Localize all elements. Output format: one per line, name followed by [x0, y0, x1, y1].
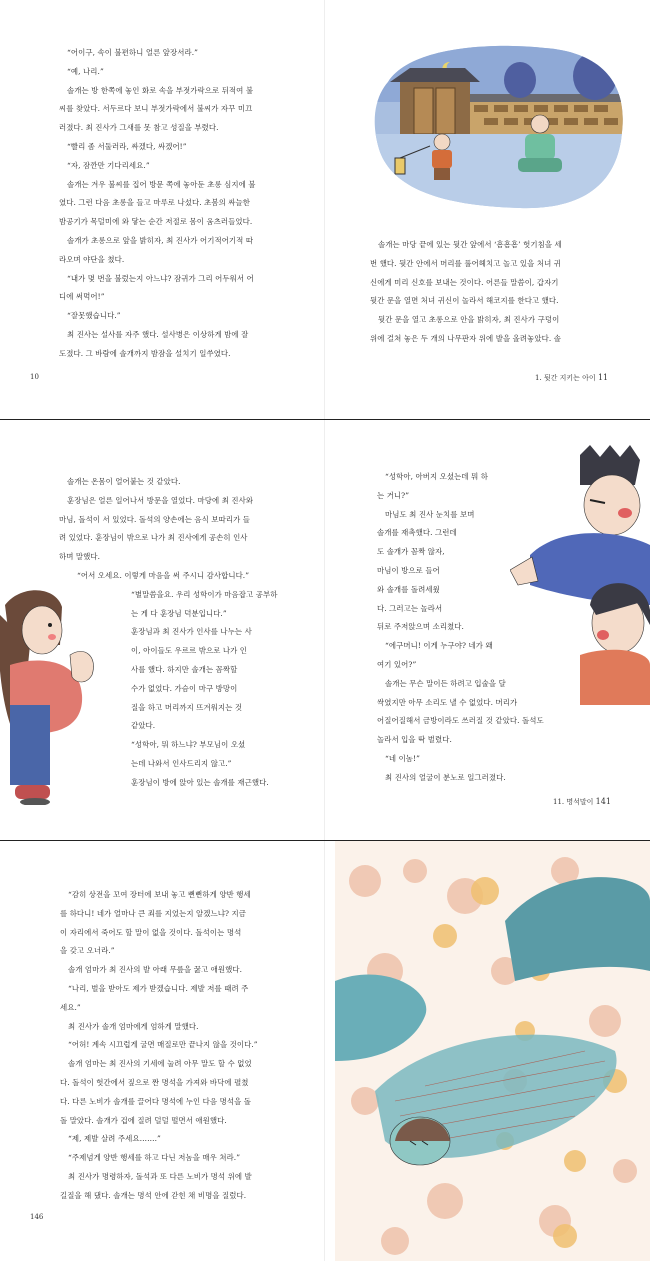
text-line: 다. 돌석이 헛간에서 짚으로 짠 명석을 가져와 바닥에 펼쳤	[60, 1077, 249, 1087]
text-line: 를 하다니! 네가 얼마나 큰 죄를 지었는지 알겠느냐? 지금	[60, 908, 246, 918]
text-line: “제, 제발 살려 주세요…….”	[68, 1134, 161, 1144]
text-line: “성학아, 뭐 하느냐? 부모님이 오셨	[131, 740, 246, 750]
text-line: 돌 말았다. 솔개가 겁에 질려 덜덜 떨면서 애원했다.	[60, 1115, 227, 1125]
text-line: “빨리 좀 서둘러라, 싸겠다, 싸겠어!”	[67, 141, 187, 151]
running-head-title: 11. 명석말이	[553, 798, 594, 806]
text-line: “에구머니! 이게 누구야? 네가 왜	[385, 641, 493, 651]
text-line: 최 진사가 솔개 엄마에게 엄하게 말했다.	[68, 1021, 199, 1031]
text-line: 솔개는 무슨 말이든 하려고 입술을 달	[385, 678, 506, 688]
text-line: 여기 있어?”	[377, 659, 417, 669]
text-line: 질을 하고 머리까지 뜨겨워지는 것	[131, 702, 243, 712]
text-line: 최 진사는 설사를 자주 했다. 설사병은 이상하게 밤에 잘	[67, 329, 249, 339]
text-line: 솔개는 온몸이 얼어붙는 것 같았다.	[67, 477, 181, 486]
page-146-text	[60, 886, 258, 1206]
text-line: “나리, 벌을 받아도 제가 받겠습니다. 제발 저를 때려 주	[68, 983, 249, 993]
text-line: 뒷간 문을 열고 초롱으로 안을 밝히자, 최 진사가 구덩이	[378, 315, 560, 325]
text-line: “어허! 계속 시끄럽게 굴면 매질로만 끝나지 않을 것이다.”	[68, 1040, 258, 1050]
text-line: 훈장님이 방에 앉아 있는 솔개를 재근했다.	[131, 777, 269, 787]
running-head-title: 1. 뒷간 지키는 아이	[535, 374, 596, 382]
text-line: 마님도 최 진사 눈치를 보며	[385, 509, 475, 519]
text-line: 훈장님과 최 진사가 인사를 나누는 사	[131, 627, 252, 637]
text-line: 사를 했다. 하지만 솔개는 꼼짝할	[131, 664, 238, 674]
text-line: “어이구, 속이 불편하니 얼른 앞장서라.”	[67, 48, 199, 57]
text-line: 놀라서 입을 딱 벌렸다.	[377, 735, 452, 745]
text-line: “네 이놈!”	[385, 753, 420, 763]
text-line: “예, 나리.”	[67, 66, 104, 76]
text-line: “자, 잠깐만 기다리세요.”	[67, 160, 150, 170]
page-141	[325, 420, 650, 840]
running-head	[553, 797, 611, 807]
text-line: 는데 나와서 인사드리지 않고.”	[131, 758, 232, 768]
spread-3	[0, 841, 650, 1261]
text-line: “성학아, 아버지 오셨는데 뭐 하	[385, 472, 488, 481]
text-line: 신에게 미리 신호를 보내는 것이다. 어른들 말씀이, 갑자기	[370, 277, 559, 287]
text-line: 세요.”	[60, 1002, 81, 1012]
page-number: 10	[30, 373, 39, 381]
text-line: 마님이 방으로 들어	[377, 565, 440, 575]
text-line: 을 갖고 오너라.”	[60, 946, 115, 956]
spread-2	[0, 420, 650, 840]
text-line: 번 했다. 뒷간 안에서 머리를 풀어헤치고 놀고 있을 처녀 귀	[370, 258, 561, 268]
text-line: 최 진사의 얼굴이 분노로 일그러졌다.	[385, 772, 506, 782]
text-line: 는 게 다 훈장님 덕분입니다.”	[131, 608, 227, 618]
text-line: 이, 아이들도 우르르 밖으로 나가 인	[131, 646, 248, 656]
text-line: 같았다.	[131, 721, 156, 731]
page-141-text	[377, 468, 544, 788]
page-140	[0, 420, 325, 840]
text-line: “주제넘게 양반 행세를 하고 다닌 저놈을 매우 쳐라.”	[68, 1153, 241, 1163]
text-line: 였다. 그런 다음 초롱을 들고 마루로 나섰다. 초봄의 싸늘한	[59, 198, 250, 208]
text-line: 뒷간 문을 열면 처녀 귀신이 놀라서 해코지를 한다고 했다.	[370, 296, 559, 306]
text-line: 솔개 엄마가 최 진사의 발 아래 무릎을 꿇고 애원했다.	[68, 965, 243, 975]
text-line: 밤공기가 목덜미에 와 닿는 순간 저절로 몸이 움츠러들었다.	[59, 217, 253, 227]
text-line: 디에 써먹어!”	[59, 292, 105, 302]
text-line: 싹였지만 아무 소리도 낼 수 없었다. 머리가	[377, 697, 518, 707]
page-140-text	[59, 473, 277, 793]
text-line: 와 솔개를 돌려세웠	[377, 584, 440, 594]
text-line: 씨를 찾았다. 서두르다 보니 부젓가락에서 불씨가 자꾸 미끄	[59, 104, 253, 114]
text-line: 도졌다. 그 바람에 솔개까지 밤잠을 설치기 일쑤였다.	[59, 348, 231, 358]
spread-1	[0, 0, 650, 419]
page-147	[325, 841, 650, 1261]
text-line: 러졌다. 최 진사가 그새를 못 참고 성질을 부렸다.	[59, 123, 219, 133]
text-line: 하며 말했다.	[59, 552, 101, 562]
text-line: 솔개를 재촉했다. 그런데	[377, 528, 457, 538]
text-line: 솔개 엄마는 최 진사의 기세에 눌려 아무 말도 할 수 없었	[68, 1059, 252, 1069]
page-number: 146	[30, 1213, 44, 1221]
running-head	[535, 373, 608, 383]
text-line: 다. 다른 노비가 솔개를 끌어다 명석에 누인 다음 명석을 돌	[60, 1096, 251, 1106]
page-number: 11	[597, 373, 609, 382]
text-line: “내가 몇 번을 불렀는지 아느냐? 잠귀가 그리 어두워서 어	[67, 273, 254, 283]
text-line: “별말씀을요. 우리 성학이가 마음잡고 공부하	[131, 589, 278, 599]
text-line: 도 솔개가 꼼짝 않자,	[377, 547, 445, 557]
page-146	[0, 841, 325, 1261]
page-11-text	[370, 236, 562, 349]
page-10	[0, 0, 325, 419]
text-line: “감히 상전을 꼬여 장터에 보내 놓고 뻔뻔하게 양반 행세	[68, 890, 251, 899]
text-line: 수가 없었다. 가슴이 마구 방망이	[131, 683, 238, 693]
text-line: 최 진사가 명령하자, 돌석과 또 다른 노비가 명석 위에 발	[68, 1171, 252, 1181]
text-line: 솔개는 마당 끝에 있는 뒷간 앞에서 ‘흠흠흠’ 헛기침을 세	[378, 240, 562, 249]
text-line: 위에 걸쳐 놓은 두 개의 나무판자 위에 발을 올려놓았다. 솔	[370, 333, 561, 343]
text-line: “어서 오세요. 이렇게 마음을 써 주시니 감사합니다.”	[77, 570, 250, 580]
text-line: 길질을 해 댔다. 솔개는 명석 안에 갇힌 채 비명을 질렀다.	[60, 1190, 247, 1200]
text-line: 마님, 돌석이 서 있었다. 돌석의 양손에는 음식 보따리가 들	[59, 514, 250, 524]
text-line: 려 있었다. 훈장님이 밖으로 나가 최 진사에게 공손히 인사	[59, 533, 248, 543]
text-line: 이 자리에서 죽어도 할 말이 없을 것이다. 돌석이는 명석	[60, 927, 242, 937]
text-line: 솔개가 초롱으로 앞을 밝히자, 최 진사가 어기적어기적 따	[67, 235, 254, 245]
beating-scene-illustration	[325, 841, 650, 1261]
text-line: 솔개는 겨우 불씨를 집어 방문 쪽에 놓아둔 초롱 심지에 불	[67, 179, 256, 189]
text-line: 뒤로 주저앉으며 소리쳤다.	[377, 622, 464, 632]
page-10-text	[59, 44, 256, 364]
text-line: 라오며 야단을 쳤다.	[59, 254, 125, 264]
text-line: “잘못했습니다.”	[67, 311, 121, 321]
page-number: 141	[595, 797, 611, 806]
text-line: 다. 그러고는 놀라서	[377, 603, 443, 613]
text-line: 훈장님은 얼른 일어나서 방문을 열었다. 마당에 최 진사와	[67, 495, 254, 505]
text-line: 어질어질해서 금방이라도 쓰러질 것 같았다. 돌석도	[377, 716, 544, 726]
night-courtyard-illustration	[370, 42, 630, 212]
page-11	[325, 0, 650, 419]
text-line: 는 거니?”	[377, 490, 410, 500]
text-line: 솔개는 방 한쪽에 놓인 화로 속을 부젓가락으로 뒤적여 불	[67, 85, 254, 95]
